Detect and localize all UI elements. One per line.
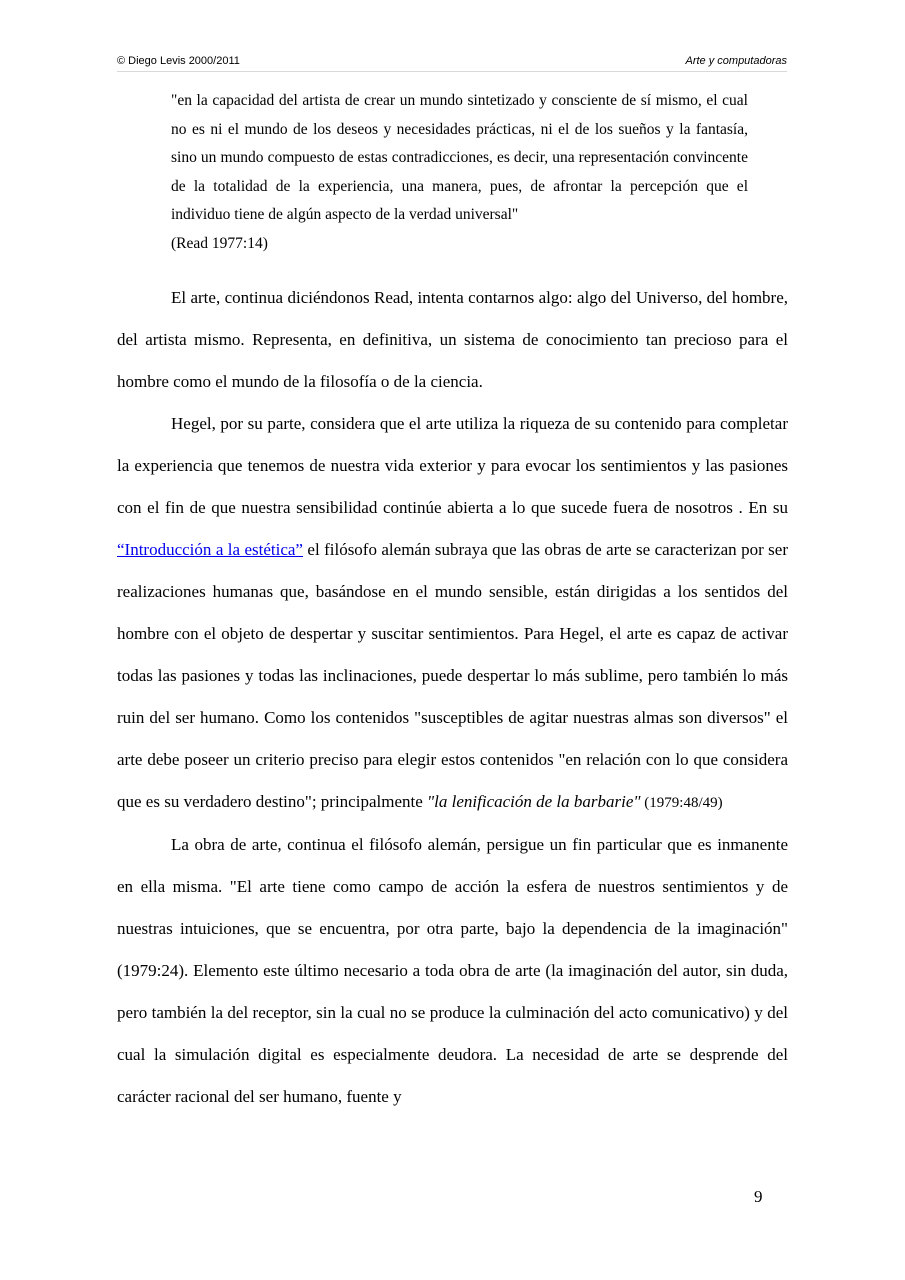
body-text: [117, 277, 788, 1118]
quote-citation: (Read 1977:14): [171, 234, 268, 252]
paragraph-1: El arte, continua diciéndonos Read, intenta contarnos algo: algo del Universo, del hombre, del artista mismo. Representa, en definitiva, un sistema de conocimiento tan precioso para el hombre como el mundo de la filosofía o de la ciencia.: [117, 288, 788, 391]
header-copyright: © Diego Levis 2000/2011: [117, 55, 240, 67]
quote-text: "en la capacidad del artista de crear un mundo sintetizado y consciente de sí mismo, el cual no es ni el mundo de los deseos y necesidades prácticas, ni el de los sueños y la fantasía, sino un mundo compuesto de estas contradicciones, es decir, una representación convincente de la totalidad de la experiencia, una manera, pues, de afrontar la percepción que el individuo tiene de algún aspecto de la verdad universal": [171, 92, 748, 223]
paragraph-2-citation: (1979:48/49): [640, 795, 723, 811]
paragraph-2-text-a: Hegel, por su parte, considera que el arte utiliza la riqueza de su contenido para completar la experiencia que tenemos de nuestra vida exterior y para evocar los sentimientos y las pasiones con el fin de que nuestra sensibilidad continúe abierta a lo que sucede fuera de nosotros . En su: [117, 414, 788, 517]
page-number: 9: [754, 1187, 763, 1206]
header-title: Arte y computadoras: [685, 55, 787, 67]
page-header: [117, 53, 787, 72]
paragraph-2: [117, 403, 788, 824]
paragraph-2-text-b: el filósofo alemán subraya que las obras de arte se caracterizan por ser realizaciones humanas que, basándose en el mundo sensible, están dirigidas a los sentidos del hombre con el objeto de despertar y suscitar sentimientos. Para Hegel, el arte es capaz de activar todas las pasiones y todas las inclinaciones, puede despertar lo más sublime, pero también lo más ruin del ser humano. Como los contenidos "susceptibles de agitar nuestras almas son diversos" el arte debe poseer un criterio preciso para elegir estos contenidos "en relación con lo que considera que es su verdadero destino"; principalmente: [117, 540, 788, 811]
block-quote: [171, 87, 748, 258]
reference-link[interactable]: “Introducción a la estética”: [117, 540, 303, 559]
paragraph-3: La obra de arte, continua el filósofo alemán, persigue un fin particular que es inmanente en ella misma. "El arte tiene como campo de acción la esfera de nuestros sentimientos y de nuestras intuiciones, que se encuentra, por otra parte, bajo la dependencia de la imaginación" (1979:24). Elemento este último necesario a toda obra de arte (la imaginación del autor, sin duda, pero también la del receptor, sin la cual no se produce la culminación del acto comunicativo) y del cual la simulación digital es especialmente deudora. La necesidad de arte se desprende del carácter racional del ser humano, fuente y: [117, 835, 788, 1106]
paragraph-2-italic-quote: "la lenificación de la barbarie": [427, 792, 641, 811]
